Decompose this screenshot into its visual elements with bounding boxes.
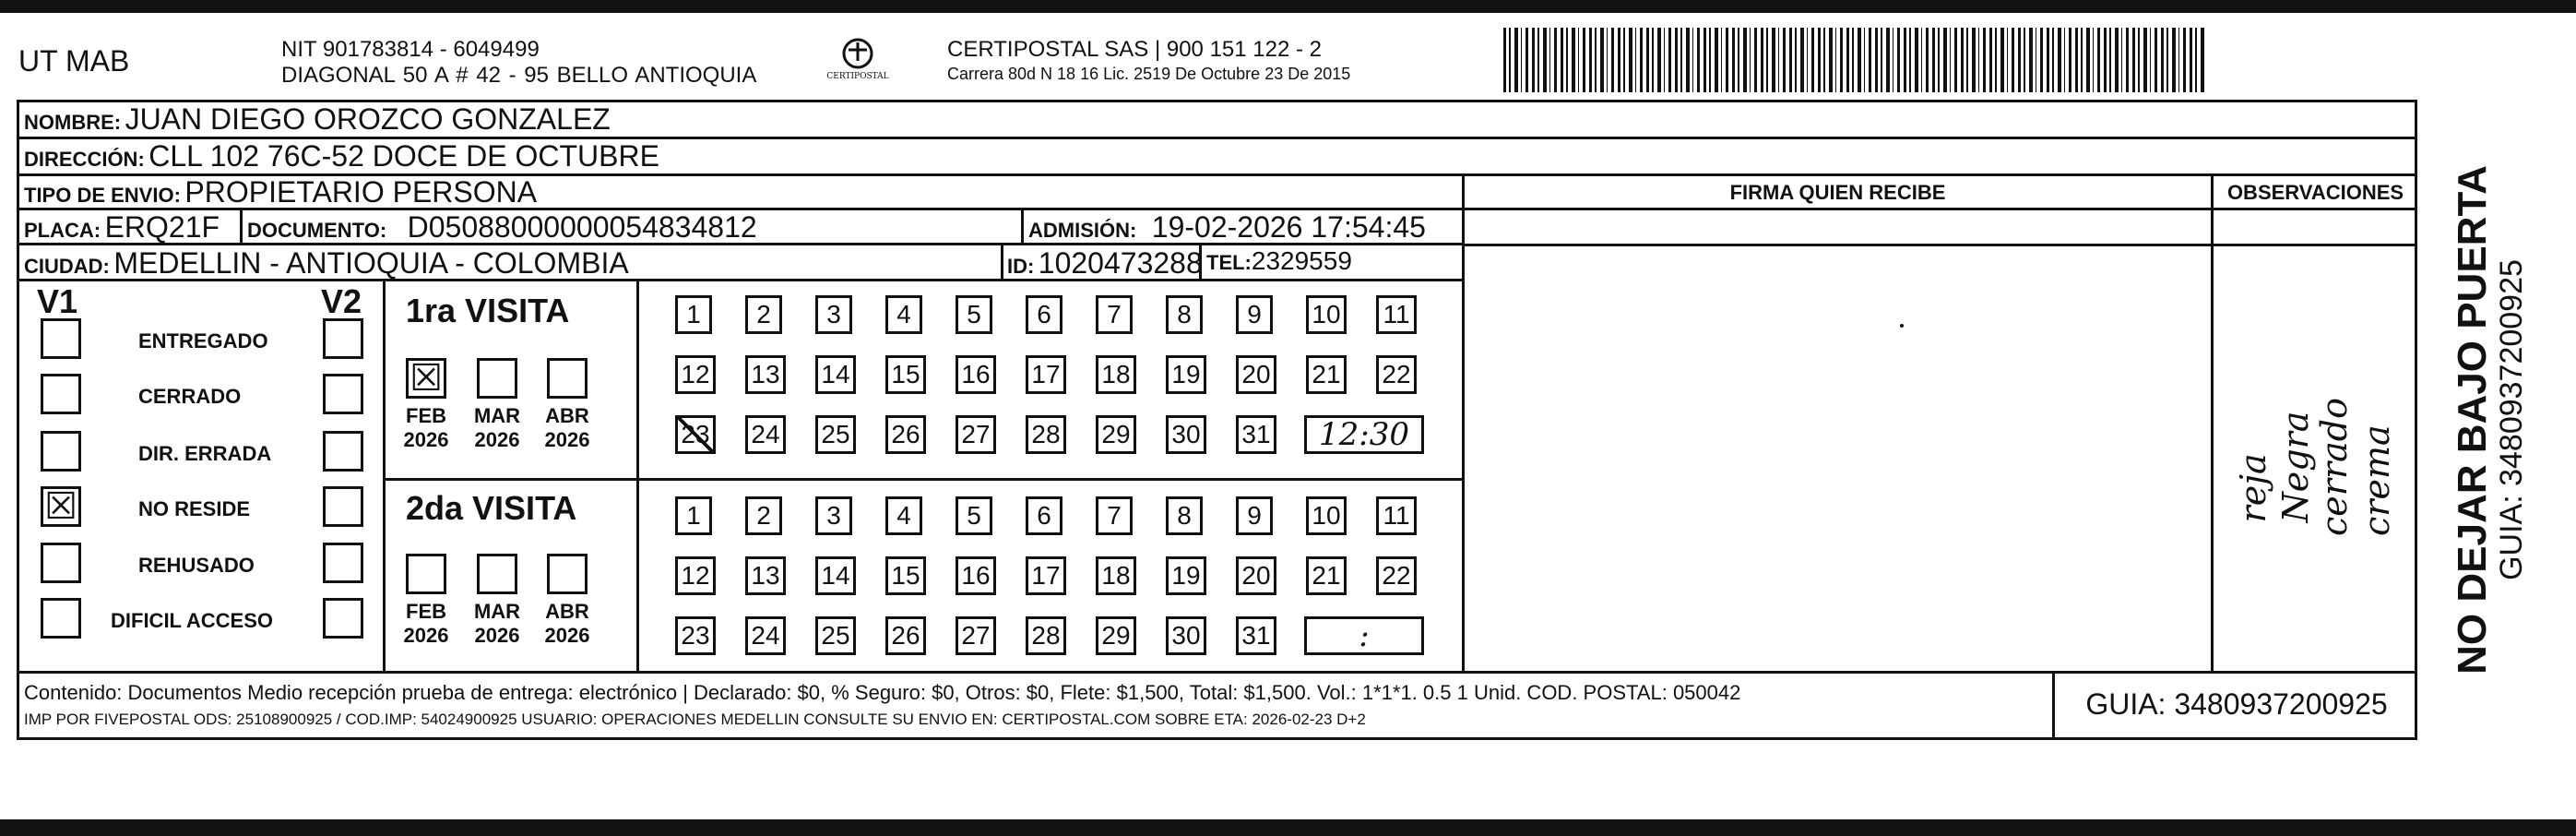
- tipo-envio-row: [24, 175, 537, 209]
- v2-checkbox[interactable]: [323, 318, 363, 359]
- visit2-day[interactable]: 25: [815, 616, 856, 655]
- visit2-day[interactable]: 22: [1376, 556, 1417, 595]
- visit1-day[interactable]: 7: [1096, 295, 1133, 334]
- v1-checkbox[interactable]: [41, 318, 81, 359]
- visit2-day[interactable]: 2: [745, 496, 782, 535]
- ciudad-value: MEDELLIN - ANTIOQUIA - COLOMBIA: [113, 246, 629, 280]
- visit1-day[interactable]: 26: [885, 415, 926, 454]
- visit1-month-checkbox[interactable]: [477, 358, 517, 399]
- id-cell: [1007, 246, 1203, 281]
- visit2-day[interactable]: 19: [1166, 556, 1206, 595]
- footer-imp: IMP POR FIVEPOSTAL ODS: 25108900925 / COD.IMP: 54024900925 USUARIO: OPERACIONES MEDELLIN CONSULTE SU ENVIO EN: CERTIPOSTAL.COM SOBRE ETA: 2026-02-23 D+2: [24, 711, 1366, 728]
- visit1-day[interactable]: 18: [1096, 355, 1136, 394]
- visit2-day[interactable]: 17: [1026, 556, 1066, 595]
- visit1-day[interactable]: 2: [745, 295, 782, 334]
- signature-area[interactable]: [1466, 247, 2209, 670]
- visit2-day[interactable]: 1: [675, 496, 712, 535]
- signature-dot: [1900, 324, 1904, 328]
- v1-checkbox[interactable]: [41, 543, 81, 583]
- visit2-day[interactable]: 11: [1376, 496, 1417, 535]
- visit1-day[interactable]: 5: [956, 295, 992, 334]
- observations-area[interactable]: [2214, 247, 2415, 670]
- visit1-day[interactable]: 9: [1236, 295, 1273, 334]
- company-name: UT MAB: [18, 44, 130, 78]
- visit1-day[interactable]: 16: [956, 355, 996, 394]
- status-option-label: REHUSADO: [138, 554, 255, 577]
- company-address: DIAGONAL 50 A # 42 - 95 BELLO ANTIOQUIA: [281, 63, 757, 88]
- visit1-day[interactable]: 12: [675, 355, 716, 394]
- visit2-day[interactable]: 24: [745, 616, 786, 655]
- visit1-day[interactable]: 24: [745, 415, 786, 454]
- visit2-day[interactable]: 12: [675, 556, 716, 595]
- v2-checkbox[interactable]: [323, 598, 363, 639]
- visit1-day[interactable]: 17: [1026, 355, 1066, 394]
- documento-cell: [247, 210, 757, 245]
- v1-checkbox[interactable]: ☒: [41, 486, 81, 527]
- nombre-row: [24, 102, 611, 137]
- admision-label: ADMISIÓN:: [1028, 219, 1137, 242]
- visit1-month-year: 2026: [403, 428, 449, 451]
- visit2-day[interactable]: 14: [815, 556, 856, 595]
- id-value: 1020473288: [1038, 246, 1203, 280]
- ciudad-label: CIUDAD:: [24, 255, 110, 278]
- status-option-label: CERRADO: [138, 385, 242, 408]
- id-label: ID:: [1007, 255, 1035, 278]
- tipo-envio-value: PROPIETARIO PERSONA: [184, 175, 538, 209]
- documento-label: DOCUMENTO:: [247, 219, 387, 242]
- visit1-day[interactable]: 3: [815, 295, 852, 334]
- visit1-month-label: [466, 404, 528, 452]
- visit2-day[interactable]: 16: [956, 556, 996, 595]
- handwriting-col2: [2313, 398, 2398, 536]
- status-option-label: DIR. ERRADA: [138, 442, 272, 465]
- handwriting-col1: [2232, 412, 2317, 523]
- visit2-day[interactable]: 21: [1306, 556, 1347, 595]
- visit2-day[interactable]: 18: [1096, 556, 1136, 595]
- visit2-month-year: 2026: [403, 624, 449, 647]
- visit1-day[interactable]: 28: [1026, 415, 1066, 454]
- certipostal-line2: Carrera 80d N 18 16 Lic. 2519 De Octubre 23 De 2015: [947, 65, 1351, 83]
- logo-text: CERTIPOSTAL: [826, 72, 889, 81]
- v1-checkbox[interactable]: [41, 431, 81, 472]
- visit2-month-year: 2026: [544, 624, 590, 647]
- visit2-day[interactable]: 7: [1096, 496, 1133, 535]
- visit2-day[interactable]: 9: [1236, 496, 1273, 535]
- visit1-day[interactable]: 25: [815, 415, 856, 454]
- visit1-day[interactable]: 21: [1306, 355, 1347, 394]
- visit2-day[interactable]: 27: [956, 616, 996, 655]
- visit1-day[interactable]: 27: [956, 415, 996, 454]
- visit2-month-label: [395, 600, 457, 648]
- visit1-month-label: [395, 404, 457, 452]
- visit1-day[interactable]: 11: [1376, 295, 1417, 334]
- visit1-day[interactable]: 23: [675, 415, 716, 454]
- side-text: [2451, 165, 2529, 675]
- visit1-day[interactable]: 15: [885, 355, 926, 394]
- visit2-title: 2da VISITA: [406, 489, 577, 527]
- visit2-day[interactable]: 4: [885, 496, 922, 535]
- visit2-month-name: ABR: [545, 600, 589, 623]
- visit2-day[interactable]: 5: [956, 496, 992, 535]
- v2-label: V2: [321, 282, 362, 320]
- visit1-month-checkbox[interactable]: ☒: [406, 358, 446, 399]
- visit2-month-year: 2026: [474, 624, 520, 647]
- visit1-day[interactable]: 1: [675, 295, 712, 334]
- certipostal-line1: CERTIPOSTAL SAS | 900 151 122 - 2: [947, 37, 1322, 62]
- v2-checkbox[interactable]: [323, 431, 363, 472]
- v2-checkbox[interactable]: [323, 543, 363, 583]
- barcode: [1503, 28, 2204, 92]
- footer-guia: GUIA: 3480937200925: [2085, 687, 2388, 721]
- visit2-month-label: [536, 600, 599, 648]
- visit1-month-name: FEB: [406, 404, 446, 427]
- visit1-time-box[interactable]: 12:30: [1304, 415, 1424, 454]
- visit1-month-name: MAR: [473, 404, 521, 427]
- documento-value: D05088000000054834812: [407, 210, 757, 244]
- handwriting-obs3: reja: [2233, 453, 2273, 523]
- visit1-day[interactable]: 10: [1306, 295, 1347, 334]
- visit1-day[interactable]: 30: [1166, 415, 1206, 454]
- nit: NIT 901783814 - 6049499: [281, 37, 540, 62]
- visit1-month-year: 2026: [544, 428, 590, 451]
- visit2-day[interactable]: 3: [815, 496, 852, 535]
- nombre-value: JUAN DIEGO OROZCO GONZALEZ: [125, 102, 611, 136]
- visit1-day[interactable]: 13: [745, 355, 786, 394]
- visit2-month-label: [466, 600, 528, 648]
- side-warning: NO DEJAR BAJO PUERTA: [2450, 165, 2495, 675]
- visit1-day[interactable]: 31: [1236, 415, 1276, 454]
- visit1-day[interactable]: 19: [1166, 355, 1206, 394]
- visit2-day[interactable]: 10: [1306, 496, 1347, 535]
- visit1-month-year: 2026: [474, 428, 520, 451]
- tel-cell: [1206, 246, 1352, 276]
- visit2-day[interactable]: 8: [1166, 496, 1203, 535]
- visit2-day[interactable]: 6: [1026, 496, 1062, 535]
- visit2-day[interactable]: 20: [1236, 556, 1276, 595]
- visit1-month-checkbox[interactable]: [547, 358, 588, 399]
- visit2-day[interactable]: 29: [1096, 616, 1136, 655]
- tel-value: 2329559: [1251, 246, 1352, 275]
- direccion-label: DIRECCIÓN:: [24, 148, 145, 171]
- footer-contenido: Contenido: Documentos Medio recepción prueba de entrega: electrónico | Declarado: $0, % Seguro: $0, Otros: $0, Flete: $1,500, Total: $1,500. Vol.: 1*1*1. 0.5 1 Unid. COD. POSTAL: 050042: [24, 681, 1741, 704]
- v1-label: V1: [37, 282, 78, 320]
- direccion-row: [24, 139, 659, 173]
- v1-checkbox[interactable]: [41, 598, 81, 639]
- firma-label: FIRMA QUIEN RECIBE: [1729, 181, 1946, 204]
- visit2-day[interactable]: 31: [1236, 616, 1276, 655]
- visit2-day[interactable]: 28: [1026, 616, 1066, 655]
- visit1-day[interactable]: 22: [1376, 355, 1417, 394]
- visit2-day[interactable]: 26: [885, 616, 926, 655]
- visit2-day[interactable]: 23: [675, 616, 716, 655]
- visit2-day[interactable]: 30: [1166, 616, 1206, 655]
- visit1-day[interactable]: 20: [1236, 355, 1276, 394]
- status-option-label: NO RESIDE: [138, 497, 251, 520]
- nombre-label: NOMBRE:: [24, 111, 122, 134]
- admision-value: 19-02-2026 17:54:45: [1151, 210, 1426, 244]
- placa-value: ERQ21F: [104, 210, 220, 244]
- visit2-day[interactable]: 15: [885, 556, 926, 595]
- direccion-value: CLL 102 76C-52 DOCE DE OCTUBRE: [148, 139, 659, 173]
- visit1-title: 1ra VISITA: [406, 292, 570, 329]
- visit1-day[interactable]: 4: [885, 295, 922, 334]
- visit1-month-name: ABR: [545, 404, 589, 427]
- status-option-label: DIFICIL ACCESO: [111, 609, 274, 632]
- top-border: [0, 0, 2576, 13]
- visit1-day[interactable]: 29: [1096, 415, 1136, 454]
- status-option-label: ENTREGADO: [138, 329, 268, 352]
- tipo-envio-label: TIPO DE ENVIO:: [24, 184, 181, 207]
- visit2-month-checkbox[interactable]: [477, 554, 517, 594]
- handwriting-obs4: cerrado: [2314, 398, 2355, 536]
- v1-checkbox[interactable]: [41, 374, 81, 414]
- visit1-day[interactable]: 8: [1166, 295, 1203, 334]
- bottom-border: [0, 819, 2576, 836]
- handwriting-obs2: crema: [2356, 424, 2397, 536]
- visit2-month-name: FEB: [406, 600, 446, 623]
- tel-label: TEL:: [1206, 251, 1252, 274]
- observaciones-label: OBSERVACIONES: [2226, 181, 2404, 204]
- certipostal-logo: [812, 33, 904, 92]
- v2-checkbox[interactable]: [323, 486, 363, 527]
- visit1-month-label: [536, 404, 599, 452]
- ciudad-cell: [24, 246, 629, 281]
- visit2-month-name: MAR: [473, 600, 521, 623]
- side-guia: GUIA: 3480937200925: [2494, 259, 2529, 580]
- visit1-day[interactable]: 14: [815, 355, 856, 394]
- placa-label: PLACA:: [24, 219, 101, 242]
- placa-cell: [24, 210, 220, 245]
- visit2-month-checkbox[interactable]: [406, 554, 446, 594]
- visit2-day[interactable]: 13: [745, 556, 786, 595]
- visit1-day[interactable]: 6: [1026, 295, 1062, 334]
- visit2-month-checkbox[interactable]: [547, 554, 588, 594]
- admision-cell: [1028, 210, 1426, 245]
- handwriting-obs1: Negra: [2275, 411, 2316, 523]
- v2-checkbox[interactable]: [323, 374, 363, 414]
- visit2-time-box[interactable]: :: [1304, 616, 1424, 655]
